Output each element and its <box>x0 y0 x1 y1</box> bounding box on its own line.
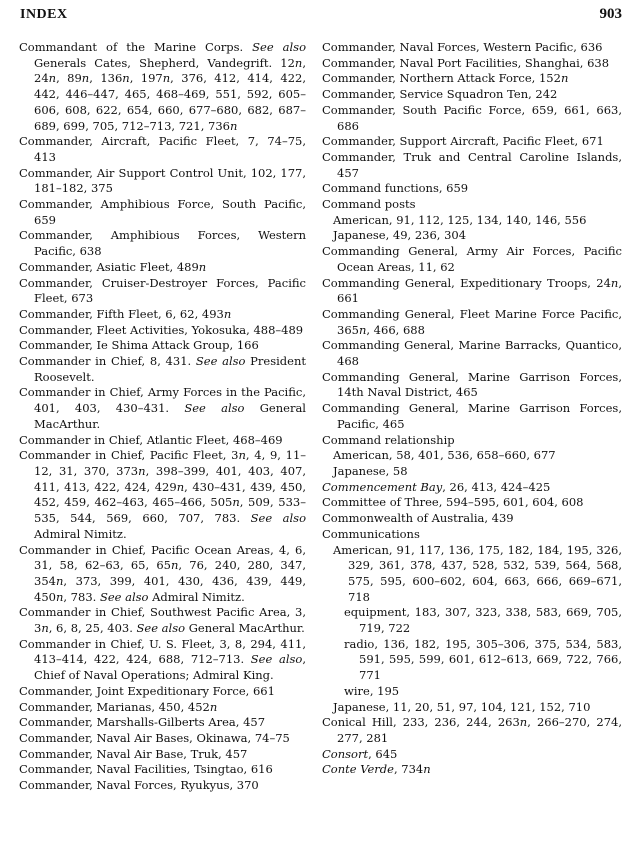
index-entry: Commonwealth of Australia, 439 <box>322 511 514 526</box>
index-entry: Commandant of the Marine Corps. See also Generals Cates, Shepherd, Vandegrift. 12n, 24n, 89n, 136n, 197n, 376, 412, 414, 422, 442, 446–447, 465, 468–469, 551, 592, 605–606, 608, 622, 654, 660, 677–680, 682, 687–689, 699, 705, 712–713, 721, 736n <box>19 40 306 133</box>
index-entry: Commander, Naval Air Base, Truk, 457 <box>19 746 248 761</box>
index-entry: Commanding General, Marine Barracks, Quantico, 468 <box>322 338 622 369</box>
index-entry: Commanding General, Expeditionary Troops, 24n, 661 <box>322 275 622 306</box>
index-entry: Commander, Fleet Activities, Yokosuka, 488–489 <box>19 322 304 337</box>
index-subentry: American, 58, 401, 536, 658–660, 677 <box>333 448 556 463</box>
index-entry: Commander, Amphibious Force, South Pacific, 659 <box>19 197 306 227</box>
index-subentry: equipment, 183, 307, 323, 338, 583, 669, 705, 719, 722 <box>344 605 622 636</box>
index-entry: Conical Hill, 233, 236, 244, 263n, 266–270, 274, 277, 281 <box>322 715 622 745</box>
index-column-right <box>322 40 622 778</box>
index-subentry: American, 91, 117, 136, 175, 182, 184, 195, 326, 329, 361, 378, 437, 528, 532, 539, 564, 568, 575, 595, 600–602, 604, 663, 666, 669–671, 718 <box>333 542 622 604</box>
index-entry: Conte Verde, 734n <box>322 762 431 777</box>
index-entry: Commander, Fifth Fleet, 6, 62, 493n <box>19 306 232 321</box>
index-entry: Commanding General, Marine Garrison Forces, 14th Naval District, 465 <box>322 369 622 400</box>
index-entry: Commander, Joint Expeditionary Force, 661 <box>19 683 275 698</box>
index-subentry: Japanese, 11, 20, 51, 97, 104, 121, 152, 710 <box>333 699 591 714</box>
index-entry: Commander in Chief, Southwest Pacific Area, 3, 3n, 6, 8, 25, 403. See also General MacArthur. <box>19 605 306 636</box>
index-entry: Command relationship <box>322 432 455 447</box>
index-entry: Committee of Three, 594–595, 601, 604, 608 <box>322 495 584 510</box>
index-entry: Commander in Chief, Army Forces in the Pacific, 401, 403, 430–431. See also General MacArthur. <box>19 385 306 431</box>
index-entry: Consort, 645 <box>322 746 398 761</box>
index-entry: Commander, Northern Attack Force, 152n <box>322 71 569 86</box>
index-entry: Commander in Chief, U. S. Fleet, 3, 8, 294, 411, 413–414, 422, 424, 688, 712–713. See also, Chief of Naval Operations; Admiral King. <box>19 636 306 683</box>
index-entry: Command posts <box>322 197 416 212</box>
index-entry: Commander in Chief, Pacific Fleet, 3n, 4, 9, 11–12, 31, 370, 373n, 398–399, 401, 403, 407, 411, 413, 422, 424, 429n, 430–431, 439, 450, 452, 459, 462–463, 465–466, 505n, 509, 533–535, 544, 569, 660, 707, 783. See also Admiral Nimitz. <box>19 448 307 541</box>
index-entry: Commander, Naval Forces, Ryukyus, 370 <box>19 778 259 793</box>
index-entry: Commander, Service Squadron Ten, 242 <box>322 87 558 102</box>
index-entry: Commander, Marianas, 450, 452n <box>19 699 218 714</box>
index-subentry: wire, 195 <box>344 683 400 698</box>
index-entry: Commander, Naval Facilities, Tsingtao, 616 <box>19 762 273 777</box>
index-entry: Communications <box>322 526 420 541</box>
index-entry: Commander, Marshalls-Gilberts Area, 457 <box>19 715 266 730</box>
index-entry: Commander in Chief, Atlantic Fleet, 468–469 <box>19 432 283 447</box>
index-entry: Commanding General, Marine Garrison Forces, Pacific, 465 <box>322 401 622 431</box>
index-entry: Commander in Chief, 8, 431. See also President Roosevelt. <box>19 354 306 384</box>
index-subentry: radio, 136, 182, 195, 305–306, 375, 534, 583, 591, 595, 599, 601, 612–613, 669, 722, 766, 771 <box>344 636 622 683</box>
index-entry: Commander, Truk and Central Caroline Islands, 457 <box>322 149 622 180</box>
index-entry: Command functions, 659 <box>322 181 469 196</box>
section-title: INDEX <box>20 7 68 22</box>
index-subentry: Japanese, 58 <box>333 463 408 478</box>
page-number: 903 <box>599 6 622 22</box>
index-subentry: Japanese, 49, 236, 304 <box>333 228 467 243</box>
page-header <box>20 6 622 28</box>
index-entry: Commander, Naval Port Facilities, Shanghai, 638 <box>322 55 610 70</box>
index-entry: Commander, Asiatic Fleet, 489n <box>19 259 207 274</box>
index-entry: Commander, Support Aircraft, Pacific Fleet, 671 <box>322 134 604 149</box>
index-entry: Commander, Cruiser-Destroyer Forces, Pacific Fleet, 673 <box>19 275 306 306</box>
index-entry: Commander in Chief, Pacific Ocean Areas, 4, 6, 31, 58, 62–63, 65, 65n, 76, 240, 280, 347, 354n, 373, 399, 401, 430, 436, 439, 449, 450n, 783. See also Admiral Nimitz. <box>19 542 306 604</box>
index-entry: Commander, Air Support Control Unit, 102, 177, 181–182, 375 <box>19 165 306 196</box>
index-entry: Commander, South Pacific Force, 659, 661, 663, 686 <box>322 102 622 133</box>
index-subentry: American, 91, 112, 125, 134, 140, 146, 556 <box>333 212 587 227</box>
index-entry: Commander, Aircraft, Pacific Fleet, 7, 74–75, 413 <box>19 134 306 164</box>
index-entry: Commencement Bay, 26, 413, 424–425 <box>322 479 551 494</box>
index-entry: Commander, Ie Shima Attack Group, 166 <box>19 338 259 353</box>
index-entry: Commander, Naval Air Bases, Okinawa, 74–75 <box>19 730 290 745</box>
index-entry: Commander, Amphibious Forces, Western Pacific, 638 <box>19 228 306 259</box>
index-entry: Commander, Naval Forces, Western Pacific, 636 <box>322 40 603 54</box>
index-entry: Commanding General, Fleet Marine Force Pacific, 365n, 466, 688 <box>322 306 622 337</box>
index-entry: Commanding General, Army Air Forces, Pacific Ocean Areas, 11, 62 <box>322 244 622 274</box>
index-column-left <box>19 40 306 794</box>
